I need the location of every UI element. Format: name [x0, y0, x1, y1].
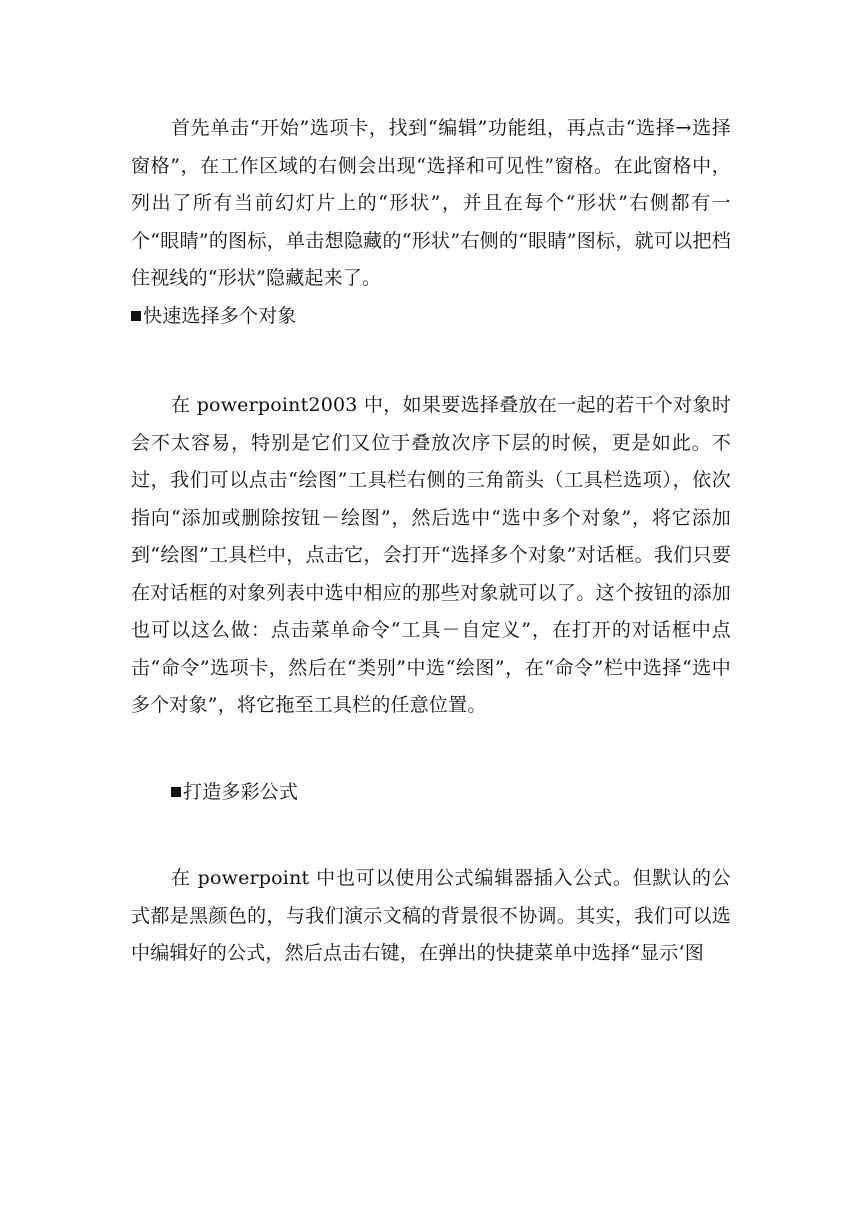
- paragraph-select-multiple-objects: 在 powerpoint2003 中，如果要选择叠放在一起的若干个对象时会不太容易，特别是它们又位于叠放次序下层的时候，更是如此。不过，我们可以点击“绘图”工具栏右侧的三角箭头（工具栏选项），依次指向“添加或删除按钮－绘图”，然后选中“选中多个对象”，将它添加到“绘图”工具栏中，点击它，会打开“选择多个对象”对话框。我们只要在对话框的对象列表中选中相应的那些对象就可以了。这个按钮的添加也可以这么做：点击菜单命令“工具－自定义”，在打开的对话框中点击“命令”选项卡，然后在“类别”中选“绘图”，在“命令”栏中选择“选中多个对象”，将它拖至工具栏的任意位置。: [131, 394, 731, 716]
- square-bullet-icon: [171, 787, 181, 797]
- document-body: [131, 110, 731, 973]
- paragraph-selection-pane: 首先单击“开始”选项卡，找到“编辑”功能组，再点击“选择→选择窗格”，在工作区域的右侧会出现“选择和可见性”窗格。在此窗格中，列出了所有当前幻灯片上的“形状”，并且在每个“形状”右侧都有一个“眼睛”的图标，单击想隐藏的“形状”右侧的“眼睛”图标，就可以把档住视线的“形状”隐藏起来了。: [131, 117, 731, 289]
- section-heading-text: 快速选择多个对象: [143, 304, 297, 327]
- section-heading-quick-select: [131, 298, 731, 336]
- section-heading-colorful-formula: [131, 774, 731, 812]
- section-heading-text: 打造多彩公式: [183, 780, 299, 803]
- paragraph-formula-editor: 在 powerpoint 中也可以使用公式编辑器插入公式。但默认的公式都是黑颜色的，与我们演示文稿的背景很不协调。其实，我们可以选中编辑好的公式，然后点击右键，在弹出的快捷菜单中选择“显示‘图: [131, 867, 731, 964]
- square-bullet-icon: [131, 311, 141, 321]
- spacer: [131, 811, 731, 860]
- spacer: [131, 725, 731, 774]
- spacer: [131, 335, 731, 387]
